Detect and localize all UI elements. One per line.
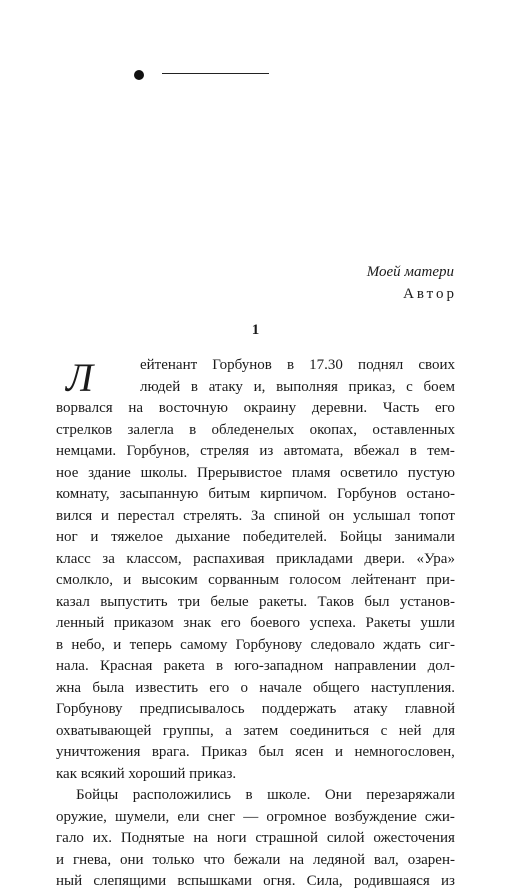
text-line: стрелков залегла в обледенелых окопах, оставленных xyxy=(56,421,455,438)
text-line: оружие, шумели, ели снег — огромное возбуждение сжи- xyxy=(56,808,455,825)
text-line: смолкло, и высоким сорванным голосом лейтенант при- xyxy=(56,572,455,588)
text-line: немцами. Горбунов, стреляя из автомата, вбежал в тем- xyxy=(56,443,455,459)
text-line: ное здание школы. Прерывистое пламя осветило пустую xyxy=(56,464,455,481)
text-line: вился и перестал стрелять. За спиной он услышал топот xyxy=(56,507,455,524)
dedication-author: Автор xyxy=(403,286,457,302)
text-line: как всякий хороший приказ. xyxy=(56,765,237,782)
text-line: ейтенант Горбунов в 17.30 поднял своих xyxy=(140,357,455,373)
text-line: гало их. Поднятые на ноги страшной силой ожесточения xyxy=(56,830,455,846)
text-line: и гнева, они только что бежали на ледяной вал, озарен- xyxy=(56,851,455,868)
bullet-dot xyxy=(134,70,144,80)
text-line: ленный приказом знак его боевого успеха. Ракеты ушли xyxy=(56,615,455,631)
text-line: жна была известить его о начале общего наступления. xyxy=(56,679,455,696)
text-line: Горбунову предписывалось поддержать атаку главной xyxy=(56,701,455,717)
chapter-number: 1 xyxy=(251,322,260,338)
text-line: Бойцы расположились в школе. Они перезаряжали xyxy=(76,787,455,803)
text-line: людей в атаку и, выполняя приказ, с боем xyxy=(140,378,455,395)
text-line: уничтожения врага. Приказ был ясен и немногословен, xyxy=(56,744,455,760)
text-line: комнату, засыпанную битым кирпичом. Горбунов остано- xyxy=(56,486,455,502)
dedication xyxy=(366,261,457,305)
text-line: ворвался на восточную окраину деревни. Часть его xyxy=(56,400,455,416)
text-line: ный слепящими вспышками огня. Сила, родившаяся из xyxy=(56,873,455,889)
text-line: нала. Красная ракета в юго-западном направлении дол- xyxy=(56,658,455,674)
drop-cap: Л xyxy=(66,355,94,400)
text-line: в небо, и теперь самому Горбунову следовало ждать сиг- xyxy=(56,636,455,653)
text-line: класс за классом, распахивая прикладами двери. «Ура» xyxy=(56,550,455,567)
text-line: охватывающей группы, а затем соединиться с ней для xyxy=(56,722,455,739)
text-line: ног и тяжелое дыхание победителей. Бойцы занимали xyxy=(56,529,455,545)
top-rule xyxy=(162,73,269,74)
text-line: казал выпустить три белые ракеты. Таков был установ- xyxy=(56,593,455,610)
dedication-line: Моей матери xyxy=(366,264,454,280)
body-text xyxy=(56,355,455,893)
